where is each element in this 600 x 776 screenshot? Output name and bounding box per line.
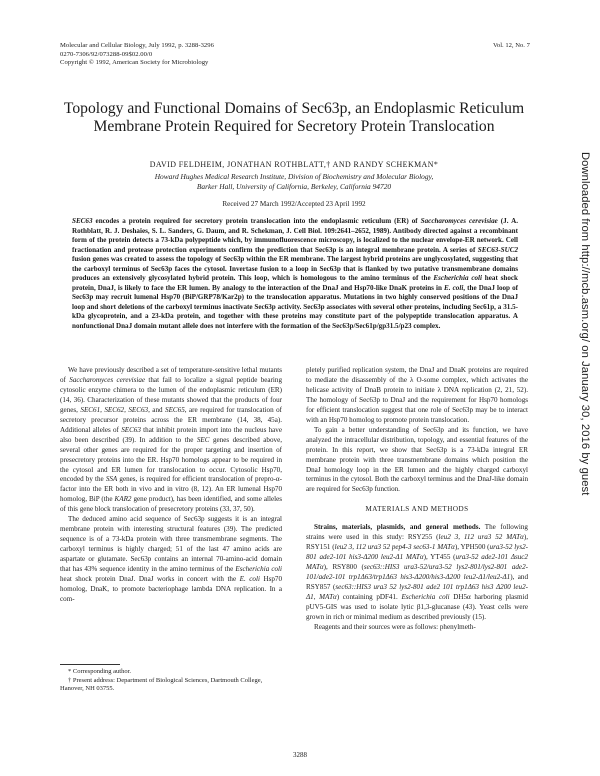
gene-name: SEC63-SUC2 [477, 245, 518, 254]
footnotes [60, 664, 282, 694]
gene-name: SEC63 [72, 217, 93, 225]
run-in-heading: Strains, materials, plasmids, and general methods. [314, 523, 481, 532]
body-paragraph: Strains, materials, plasmids, and general methods. The following strains were used in this study: RSY255 (leu2 3, 112 ura3 52 MATα), RSY151 (leu2 3, 112 ura3 52 pep4-3 sec63-1 MATα), YPH500 (ura3-52 lys2-801 ade2-101 his3-Δ200 leu2-Δ1 MATα), YT455 (ura3-52 ade2-101 Δsuc2 MATα), RSY800 (sec63::HIS3 ura3-52/ura3-52 lys2-801/lys2-801 ade2-101/ade2-101 trp1Δ63/trp1Δ63 his3-Δ200/his3-Δ200 leu2-Δ1/leu2-Δ1), and RSY857 (sec63::HIS3 ura3 52 lys2-801 ade2 101 trp1Δ63 his3 Δ200 leu2-Δ1, MATα) containing pDF41. Escherichia coli DH5α harboring plasmid pUV5-GIS was used to isolate lytic β1,3-glucanase (43). Yeast cells were grown in rich or minimal medium as described previously (15). [306, 523, 529, 621]
body-paragraph: pletely purified replication system, the DnaJ and DnaK proteins are required to mediate the disassembly of the λ O-some complex, which activates the helicase activity of DnaB protein to initiate λ DNA replication (2, 21, 52). The homology of Sec63p to DnaJ and the requirement for Hsp70 homologs for efficient translocation suggest that one role of Sec63p may be to interact with an Hsp70 homolog to promote protein translocation. [306, 366, 528, 424]
body-paragraph: We have previously described a set of temperature-sensitive lethal mutants of Saccharomyces cerevisiae that fail to localize a signal peptide bearing cytosolic enzyme chimera to the lumen of the endoplasmic reticulum (ER) (14, 36). Characterization of these mutants showed that the products of four genes, SEC61, SEC62, SEC63, and SEC65, are required for translocation of secretory precursor proteins across the ER membrane (14, 38, 45a). Additional alleles of SEC63 that inhibit protein import into the nucleus have also been described (39). In addition to the SEC genes described above, several other genes are required for the proper targeting and insertion of presecretory proteins into the ER. Hsp70 homologs appear to be required in the cytosol and ER lumen for translocation to occur. Cytosolic Hsp70, encoded by the SSA genes, is required for efficient translocation of prepro-α-factor into the ER both in vivo and in vitro (8, 12). An ER lumenal Hsp70 homolog, BiP (the KAR2 gene product), has been identified, and some alleles of this gene block translocation of presecretory proteins (33, 37, 50). [60, 366, 282, 514]
page-number: 3288 [293, 751, 307, 759]
issn-line: 0270-7306/92/073288-09$02.00/0 [60, 50, 153, 58]
received-dates: Received 27 March 1992/Accepted 23 April 1992 [222, 200, 366, 208]
right-column [306, 366, 528, 633]
footnote-rule [60, 664, 120, 665]
copyright-line: Copyright © 1992, American Society for Microbiology [60, 59, 209, 67]
section-heading: MATERIALS AND METHODS [365, 505, 469, 514]
author-list: DAVID FELDHEIM, JONATHAN ROTHBLATT,† AND RANDY SCHEKMAN* [149, 160, 439, 169]
affiliation-line: Barker Hall, University of California, Berkeley, California 94720 [196, 181, 392, 191]
volume-label: Vol. 12, No. 7 [493, 42, 530, 49]
organism-name: E. coli [444, 283, 464, 292]
footnote: * Corresponding author. [68, 668, 132, 675]
left-column [60, 366, 282, 605]
affiliation [70, 172, 518, 191]
body-paragraph: The deduced amino acid sequence of Sec63p suggests it is an integral membrane protein with interesting structural features (39). The predicted sequence is of a 73-kDa protein with three transmembrane segments. The carboxyl terminus is highly charged; 51 of the last 47 amino acids are aspartate or glutamate. Sec63p contains an internal 70-amino-acid domain that has 43% sequence identity in the amino terminus of the Escherichia coli heat shock protein DnaJ. DnaJ works in concert with the E. coli Hsp70 homolog, DnaK, to promote bacteriophage lambda DNA replication. In a com- [60, 515, 282, 603]
body-paragraph: To gain a better understanding of Sec63p and its function, we have analyzed the intracellular distribution, topology, and essential features of the protein. In this report, we show that Sec63p is a 73-kDa integral ER membrane protein with three transmembrane domains which position the DnaJ homology loop in the ER lumen and the highly charged carboxyl terminus in the cytosol. Both the carboxyl terminus and the DnaJ-like domain are required for Sec63p function. [306, 425, 528, 494]
body-paragraph: Reagents and their sources were as follows: phenylmeth- [314, 622, 476, 631]
journal-header [60, 42, 214, 68]
abstract: SEC63 encodes a protein required for secretory protein translocation into the endoplasmic reticulum (ER) of Saccharomyces cerevisiae (J. A. Rothblatt, R. J. Deshaies, S. L. Sanders, G. Daum, and R. Schekman, J. Cell Biol. 109:2641–2652, 1989). Antibody directed against a recombinant form of the protein detects a 73-kDa polypeptide which, by immunofluorescence microscopy, is localized to the nuclear envelope-ER network. Cell fractionation and protease protection experiments confirm the prediction that Sec63p is an integral membrane protein. A series of SEC63-SUC2 fusion genes was created to assess the topology of Sec63p within the ER membrane. The largest hybrid proteins are unglycosylated, suggesting that the carboxyl terminus of Sec63p faces the cytosol. Invertase fusion to a loop in Sec63p that is flanked by two putative transmembrane domains produces an extensively glycosylated hybrid protein. This loop, which is homologous to the amino terminus of the Escherichia coli heat shock protein, DnaJ, is likely to face the ER lumen. By analogy to the interaction of the DnaJ and Hsp70-like DnaK proteins in E. coli, the DnaJ loop of Sec63p may recruit lumenal Hsp70 (BiP/GRP78/Kar2p) to the translocation apparatus. Mutations in two highly conserved positions of the DnaJ loop and short deletions of the carboxyl terminus inactivate Sec63p activity. Sec63p associates with several other proteins, including Sec61p, a 31.5-kDa glycoprotein, and a 23-kDa protein, and together with these proteins may constitute part of the polypeptide translocation apparatus. A nonfunctional DnaJ domain mutant allele does not interfere with the formation of the Sec63p/Sec61p/gp31.5/p23 complex. [72, 217, 519, 331]
organism-name: Escherichia coli [433, 274, 482, 283]
footnote: † Present address: Department of Biological Sciences, Dartmouth College, Hanover, NH 03755. [60, 676, 263, 693]
affiliation-line: Howard Hughes Medical Research Institute, Division of Biochemistry and Molecular Biology, [154, 172, 434, 181]
journal-citation: Molecular and Cellular Biology, July 1992, p. 3288-3296 [60, 42, 214, 49]
organism-name: Saccharomyces cerevisiae [420, 217, 498, 225]
download-watermark: Downloaded from http://mcb.asm.org/ on January 30, 2016 by guest [579, 152, 591, 496]
article-title: Topology and Functional Domains of Sec63p, an Endoplasmic Reticulum Membrane Protein Required for Secretory Protein Translocation [63, 100, 525, 136]
